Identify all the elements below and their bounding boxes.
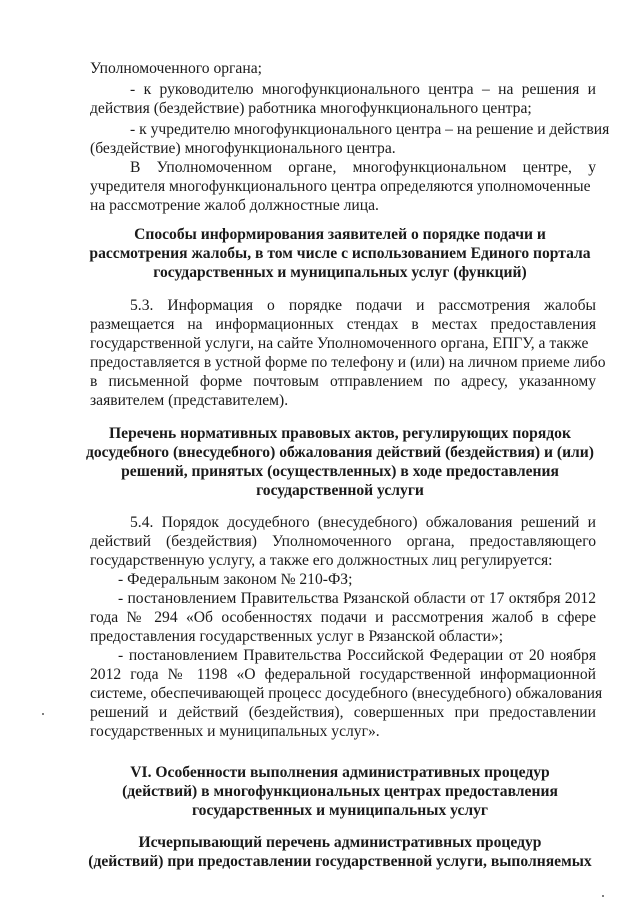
scan-speck — [602, 895, 604, 897]
text-line: учредителя многофункционального центра определяются уполномоченные — [90, 178, 591, 195]
text-line: государственной услуги, на сайте Уполномоченного органа, ЕПГУ, а также — [90, 335, 589, 352]
chapter-heading: (действий) в многофункциональных центрах предоставления — [122, 783, 558, 800]
text-line: государственных и муниципальных услуг». — [90, 723, 380, 740]
text-line: В Уполномоченном органе, многофункциональном центре, у — [130, 159, 596, 176]
text-line: года № 294 «Об особенностях подачи и рассмотрения жалоб в сфере — [90, 609, 596, 626]
text-line: размещается на информационных стендах в местах предоставления — [90, 316, 596, 333]
text-line: предоставляется в устной форме по телефону и (или) на личном приеме либо — [90, 354, 606, 371]
text-line: действия (бездействие) работника многофункционального центра; — [90, 100, 532, 117]
section-heading: Способы информирования заявителей о порядке подачи и — [134, 226, 546, 243]
text-line: - к учредителю многофункционального центра – на решение и действия — [130, 121, 610, 138]
text-line: 2012 года № 1198 «О федеральной государственной информационной — [90, 666, 596, 683]
section-heading: Исчерпывающий перечень административных процедур — [138, 834, 542, 851]
text-line: действий (бездействия) Уполномоченного органа, предоставляющего — [90, 533, 596, 550]
section-heading: государственной услуги — [256, 482, 424, 499]
text-line: 5.3. Информация о порядке подачи и рассмотрения жалобы — [130, 297, 596, 314]
text-line: - постановлением Правительства Рязанской области от 17 октября 2012 — [118, 590, 596, 607]
chapter-heading: государственных и муниципальных услуг — [191, 802, 488, 819]
text-line: системе, обеспечивающей процесс досудебного (внесудебного) обжалования — [90, 685, 603, 702]
text-line: (бездействие) многофункционального центра. — [90, 140, 396, 157]
text-line: 5.4. Порядок досудебного (внесудебного) обжалования решений и — [130, 514, 596, 531]
section-heading: решений, принятых (осуществленных) в ходе предоставления — [121, 463, 559, 480]
text-line: - Федеральным законом № 210-ФЗ; — [118, 571, 353, 588]
scan-speck — [42, 713, 44, 715]
text-line: на рассмотрение жалоб должностные лица. — [90, 197, 379, 214]
text-line: - к руководителю многофункционального центра – на решения и — [130, 81, 596, 98]
section-heading: досудебного (внесудебного) обжалования действий (бездействия) и (или) — [86, 444, 594, 461]
text-line: Уполномоченного органа; — [90, 60, 262, 77]
section-heading: государственных и муниципальных услуг (функций) — [153, 264, 527, 281]
text-line: государственную услугу, а также его должностных лиц регулируется: — [90, 552, 553, 569]
text-line: решений и действий (бездействия), совершенных при предоставлении — [90, 704, 596, 721]
text-line: предоставления государственных услуг в Рязанской области»; — [90, 628, 504, 645]
text-line: - постановлением Правительства Российской Федерации от 20 ноября — [118, 647, 596, 664]
section-heading: (действий) при предоставлении государственной услуги, выполняемых — [88, 853, 592, 870]
text-line: заявителем (представителем). — [90, 392, 289, 409]
chapter-heading: VI. Особенности выполнения административных процедур — [130, 764, 550, 781]
text-line: в письменной форме почтовым отправлением по адресу, указанному — [90, 373, 596, 390]
section-heading: рассмотрения жалобы, в том числе с использованием Единого портала — [89, 245, 591, 262]
section-heading: Перечень нормативных правовых актов, регулирующих порядок — [109, 425, 571, 442]
